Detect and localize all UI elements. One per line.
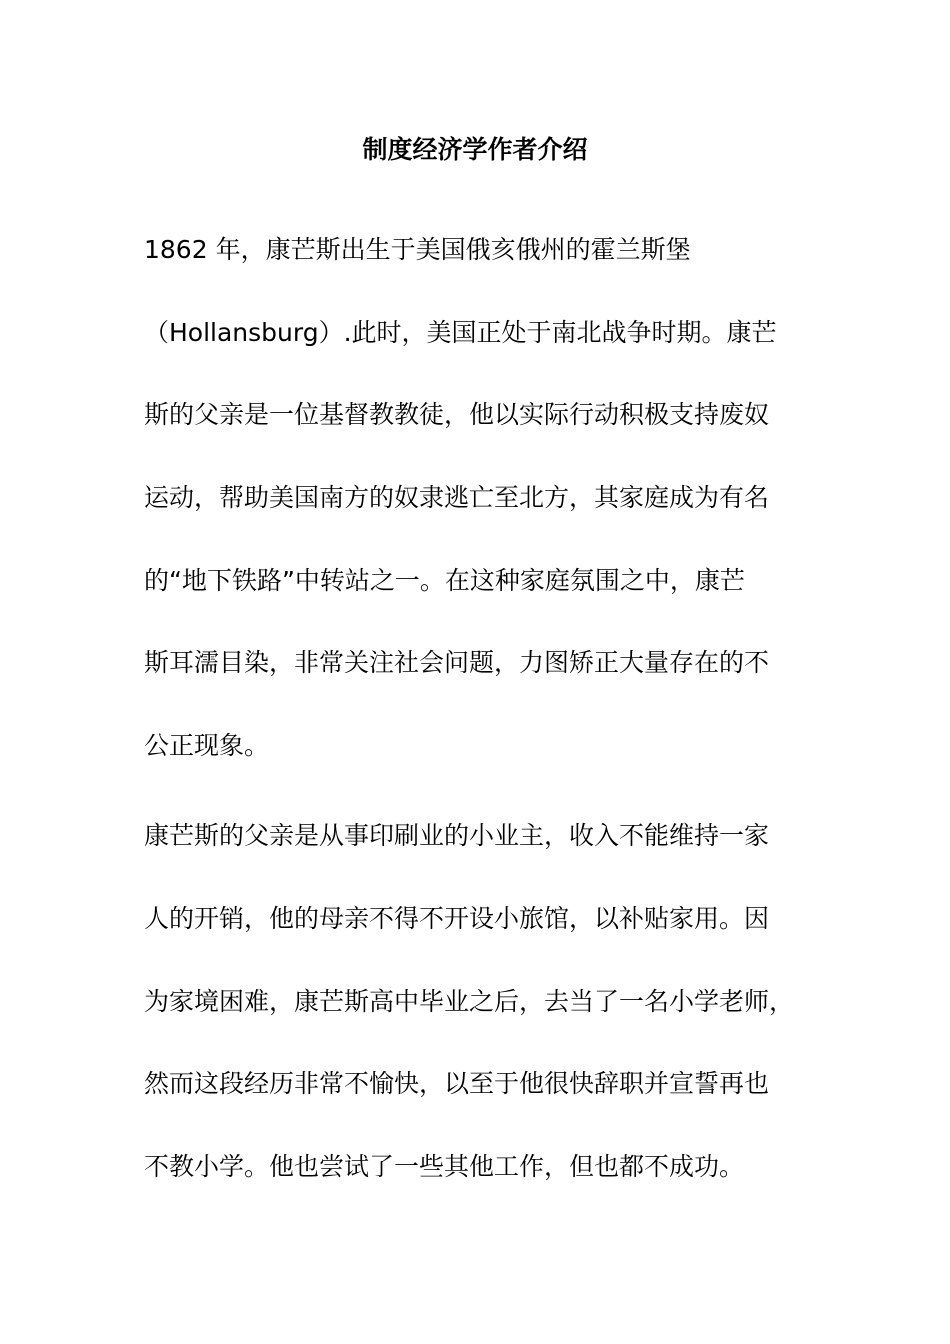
text-line: 然而这段经历非常不愉快，以至于他很快辞职并宣誓再也 [144, 1069, 770, 1098]
text-line: 康芒斯的父亲是从事印刷业的小业主，收入不能维持一家 [144, 821, 770, 850]
text-line: 不教小学。他也尝试了一些其他工作，但也都不成功。 [144, 1152, 745, 1181]
text-line: 运动，帮助美国南方的奴隶逃亡至北方，其家庭成为有名 [144, 483, 770, 512]
text-line: 为家境困难，康芒斯高中毕业之后，去当了一名小学老师， [144, 987, 795, 1016]
text-line: 的“地下铁路”中转站之一。在这种家庭氛围之中，康芒 [144, 566, 745, 595]
text-line: （Hollansburg）.此时，美国正处于南北战争时期。康芒 [144, 318, 777, 347]
document-title: 制度经济学作者介绍 [362, 135, 588, 164]
text-line: 公正现象。 [144, 731, 270, 760]
text-line: 斯耳濡目染，非常关注社会问题，力图矫正大量存在的不 [144, 648, 770, 677]
text-line: 人的开销，他的母亲不得不开设小旅馆，以补贴家用。因 [144, 904, 770, 933]
text-line: 1862 年，康芒斯出生于美国俄亥俄州的霍兰斯堡 [144, 235, 691, 264]
text-line: 斯的父亲是一位基督教教徒，他以实际行动积极支持废奴 [144, 400, 770, 429]
